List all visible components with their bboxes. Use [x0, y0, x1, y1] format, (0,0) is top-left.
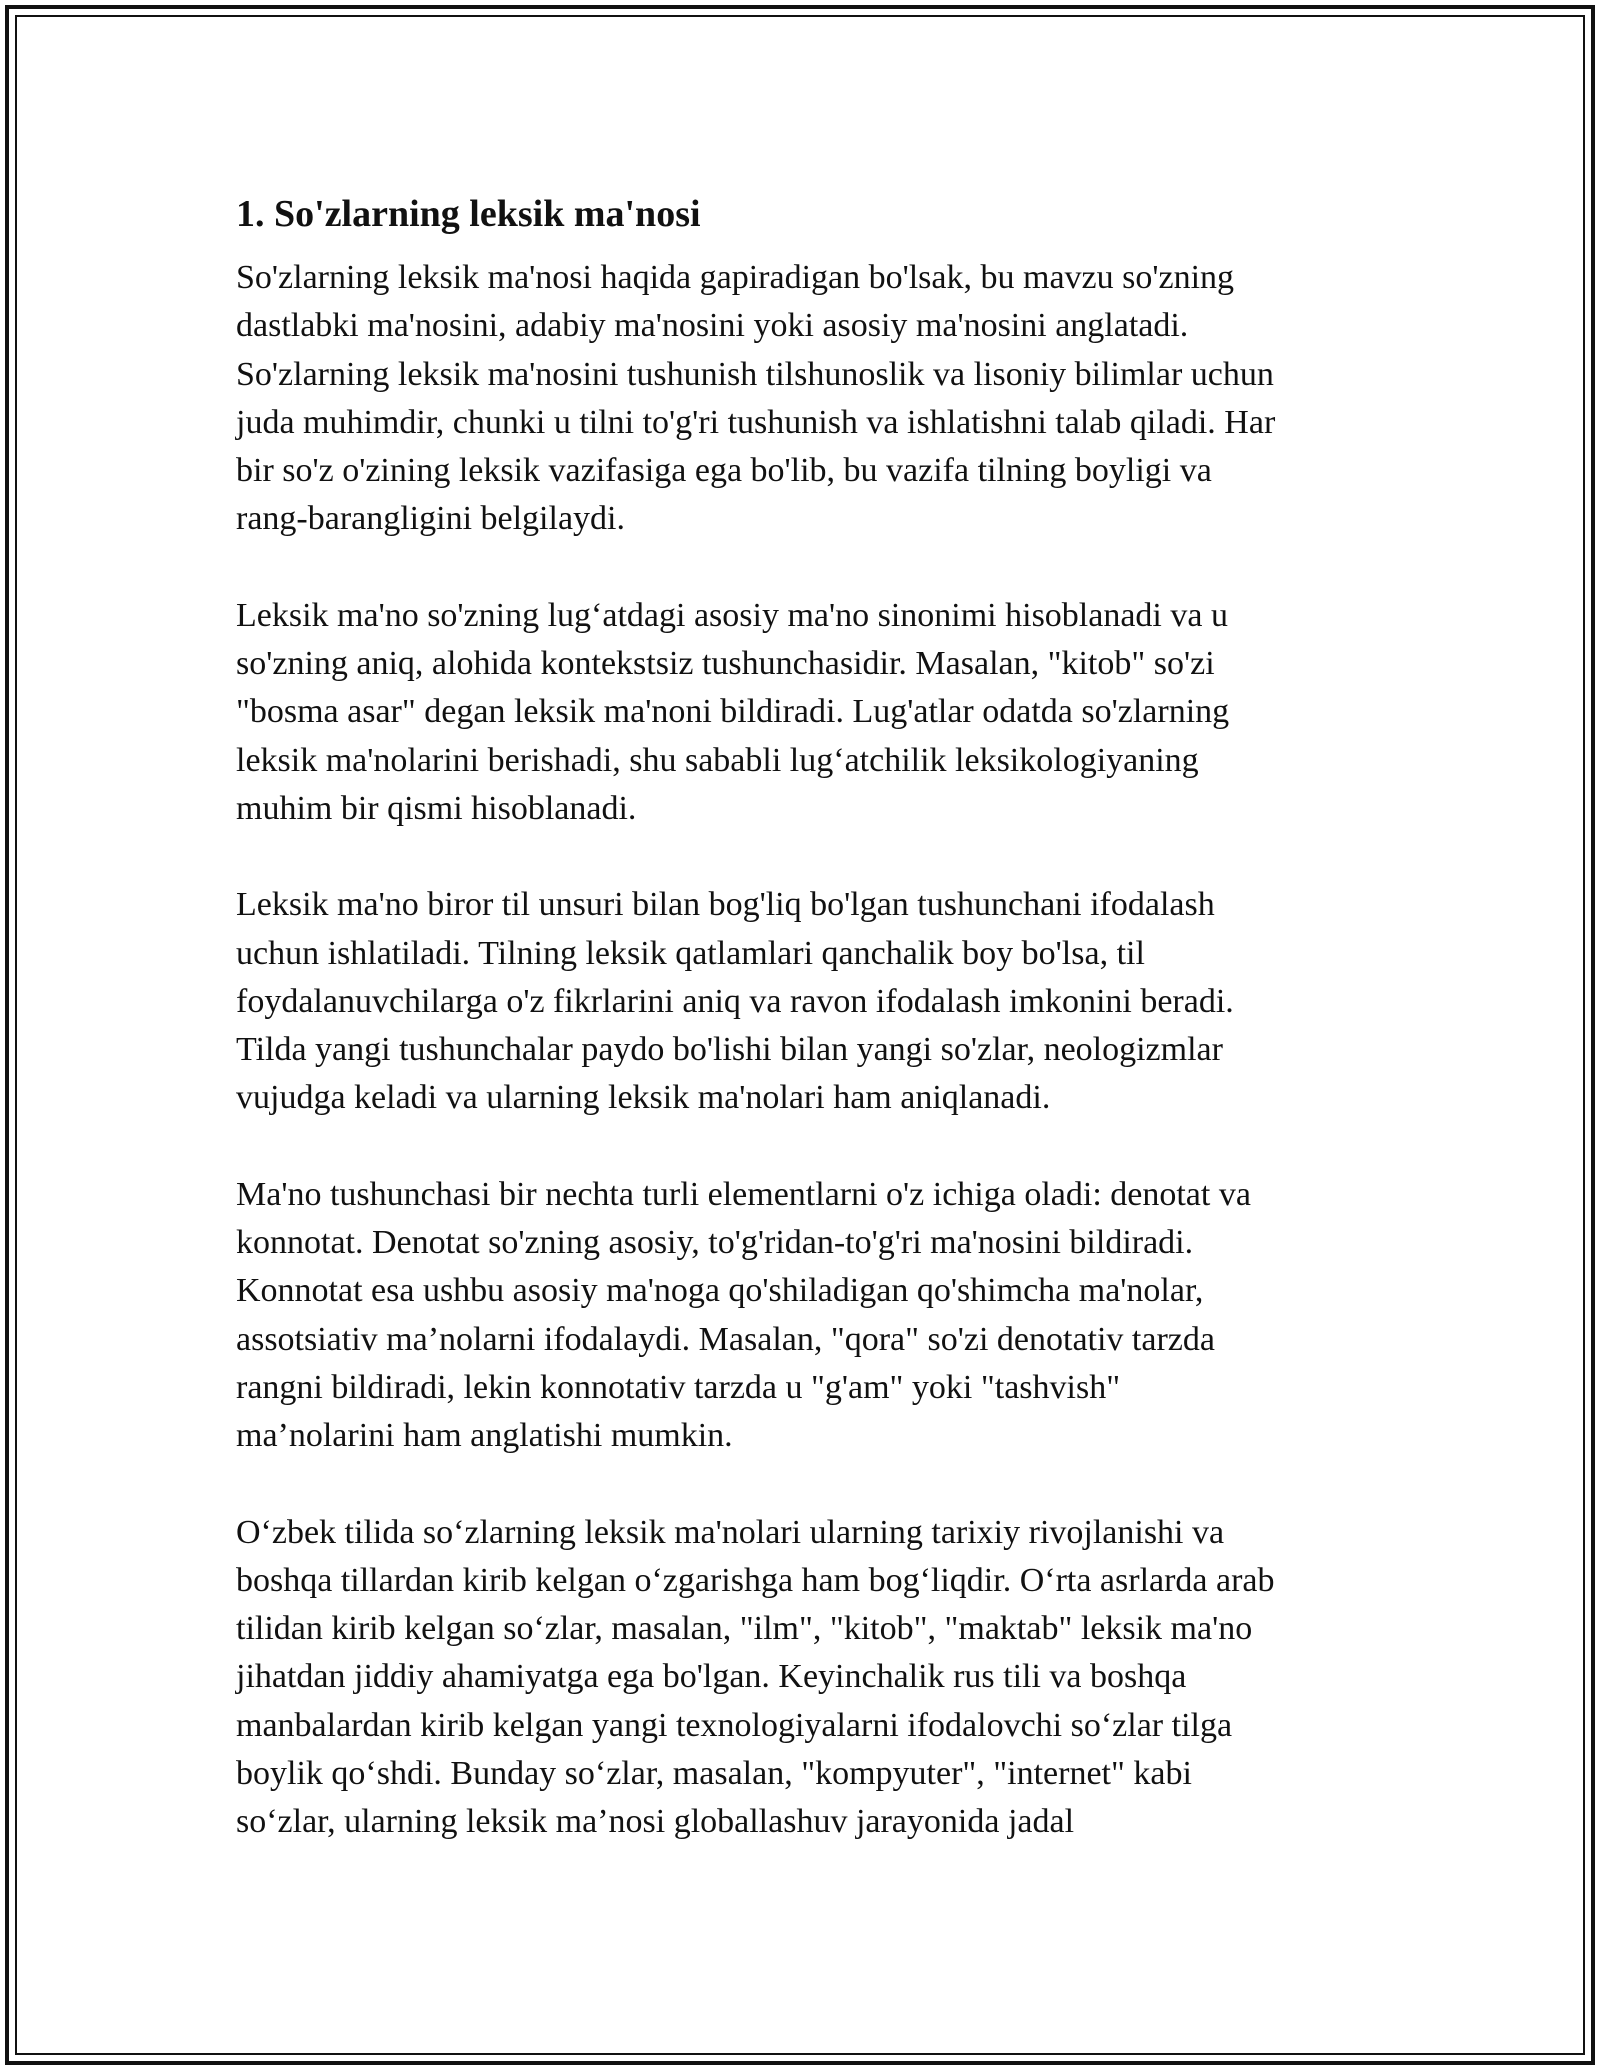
- paragraph-3: [236, 881, 1366, 1122]
- text-line: konnotat. Denotat so'zning asosiy, to'g'ridan-to'g'ri ma'nosini bildiradi.: [236, 1224, 1194, 1262]
- text-line: ma’nolarini ham anglatishi mumkin.: [236, 1417, 733, 1455]
- text-line: so‘zlar, ularning leksik ma’nosi globallashuv jarayonida jadal: [236, 1803, 1075, 1841]
- section-heading: 1. So'zlarning leksik ma'nosi: [236, 193, 701, 235]
- text-line: muhim bir qismi hisoblanadi.: [236, 789, 637, 827]
- text-line: Tilda yangi tushunchalar paydo bo'lishi bilan yangi so'zlar, neologizmlar: [236, 1031, 1223, 1069]
- paragraph-1: [236, 254, 1366, 544]
- paragraph-5: [236, 1509, 1366, 1847]
- text-line: uchun ishlatiladi. Tilning leksik qatlamlari qanchalik boy bo'lsa, til: [236, 934, 1145, 972]
- text-line: O‘zbek tilida so‘zlarning leksik ma'nolari ularning tarixiy rivojlanishi va: [236, 1513, 1225, 1551]
- text-line: assotsiativ ma’nolarni ifodalaydi. Masalan, "qora" so'zi denotativ tarzda: [236, 1320, 1215, 1358]
- text-line: "bosma asar" degan leksik ma'noni bildiradi. Lug'atlar odatda so'zlarning: [236, 693, 1230, 731]
- text-line: foydalanuvchilarga o'z fikrlarini aniq va ravon ifodalash imkonini beradi.: [236, 982, 1234, 1020]
- text-line: tilidan kirib kelgan so‘zlar, masalan, "ilm", "kitob", "maktab" leksik ma'no: [236, 1610, 1253, 1648]
- paragraph-2: [236, 592, 1366, 833]
- text-line: rang-barangligini belgilaydi.: [236, 500, 625, 538]
- text-line: vujudga keladi va ularning leksik ma'nolari ham aniqlanadi.: [236, 1079, 1051, 1117]
- document-content: [236, 188, 1366, 1895]
- text-line: jihatdan jiddiy ahamiyatga ega bo'lgan. Keyinchalik rus tili va boshqa: [236, 1658, 1187, 1696]
- text-line: So'zlarning leksik ma'nosini tushunish tilshunoslik va lisoniy bilimlar uchun: [236, 355, 1274, 393]
- text-line: manbalardan kirib kelgan yangi texnologiyalarni ifodalovchi so‘zlar tilga: [236, 1706, 1233, 1744]
- text-line: Ma'no tushunchasi bir nechta turli elementlarni o'z ichiga oladi: denotat va: [236, 1175, 1251, 1213]
- text-line: boshqa tillardan kirib kelgan o‘zgarishga ham bog‘liqdir. O‘rta asrlarda arab: [236, 1561, 1275, 1599]
- text-line: Konnotat esa ushbu asosiy ma'noga qo'shiladigan qo'shimcha ma'nolar,: [236, 1272, 1204, 1310]
- text-line: bir so'z o'zining leksik vazifasiga ega bo'lib, bu vazifa tilning boyligi va: [236, 452, 1212, 490]
- text-line: boylik qo‘shdi. Bunday so‘zlar, masalan, "kompyuter", "internet" kabi: [236, 1755, 1192, 1793]
- text-line: rangni bildiradi, lekin konnotativ tarzda u "g'am" yoki "tashvish": [236, 1368, 1121, 1406]
- text-line: Leksik ma'no so'zning lug‘atdagi asosiy ma'no sinonimi hisoblanadi va u: [236, 596, 1228, 634]
- text-line: Leksik ma'no biror til unsuri bilan bog'liq bo'lgan tushunchani ifodalash: [236, 886, 1215, 924]
- text-line: So'zlarning leksik ma'nosi haqida gapiradigan bo'lsak, bu mavzu so'zning: [236, 259, 1235, 296]
- text-line: dastlabki ma'nosini, adabiy ma'nosini yoki asosiy ma'nosini anglatadi.: [236, 307, 1189, 345]
- text-line: so'zning aniq, alohida kontekstsiz tushunchasidir. Masalan, "kitob" so'zi: [236, 645, 1215, 683]
- text-line: leksik ma'nolarini berishadi, shu sababli lug‘atchilik leksikologiyaning: [236, 741, 1199, 779]
- paragraph-4: [236, 1171, 1366, 1461]
- text-line: juda muhimdir, chunki u tilni to'g'ri tushunish va ishlatishni talab qiladi. Har: [236, 403, 1276, 441]
